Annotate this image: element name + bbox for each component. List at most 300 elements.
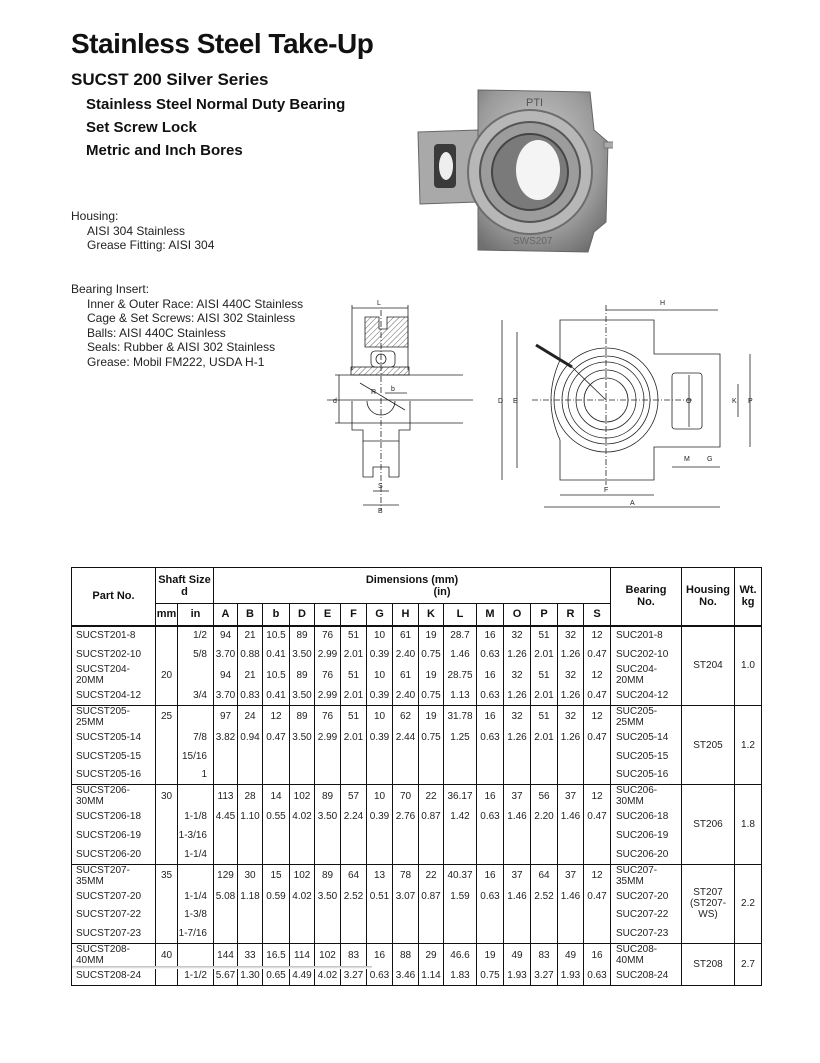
part-number-cell: SUCST206-19 <box>72 826 156 845</box>
dim-cell-A: 94 <box>214 664 238 686</box>
dim-cell-K <box>419 924 444 943</box>
bearing-no-cell: SUC204-12 <box>611 686 682 705</box>
dim-cell-A <box>214 845 238 864</box>
dim-cell-E: 89 <box>315 864 341 887</box>
dim-cell-K <box>419 765 444 784</box>
dim-cell-D: 3.50 <box>290 645 315 664</box>
dim-cell-E: 4.02 <box>315 966 341 985</box>
dim-cell-H <box>393 905 419 924</box>
dim-cell-G: 10 <box>367 664 393 686</box>
svg-text:H: H <box>660 300 666 307</box>
dim-cell-K: 0.87 <box>419 887 444 906</box>
dim-cell-D: 89 <box>290 664 315 686</box>
housing-no-cell: ST207 (ST207-WS) <box>682 864 735 943</box>
bearing-no-cell: SUC207-23 <box>611 924 682 943</box>
dim-cell-P: 3.27 <box>531 966 558 985</box>
dim-cell-E: 2.99 <box>315 686 341 705</box>
part-number-cell: SUCST204-12 <box>72 686 156 705</box>
dim-cell-L: 1.46 <box>444 645 477 664</box>
shaft-mm-cell <box>156 845 178 864</box>
dim-cell-O <box>504 845 531 864</box>
dim-cell-A <box>214 747 238 766</box>
dim-cell-S <box>584 924 611 943</box>
dim-cell-E: 89 <box>315 785 341 808</box>
shaft-mm-cell <box>156 807 178 826</box>
dim-cell-B: 28 <box>238 785 263 808</box>
header-shaft-size: Shaft Size d <box>156 568 214 604</box>
dim-cell-P <box>531 826 558 845</box>
dim-cell-K: 29 <box>419 944 444 967</box>
dim-cell-K: 19 <box>419 626 444 646</box>
svg-text:K: K <box>732 398 737 405</box>
housing-no-cell: ST205 <box>682 705 735 784</box>
dim-cell-B: 0.94 <box>238 728 263 747</box>
header-dimensions: Dimensions (mm) (in) <box>214 568 611 604</box>
dim-cell-P: 51 <box>531 664 558 686</box>
table-row <box>72 826 762 845</box>
part-number-cell: SUCST204-20MM <box>72 664 156 686</box>
dim-cell-B <box>238 845 263 864</box>
feature-line: Set Screw Lock <box>86 119 197 136</box>
table-row <box>72 645 762 664</box>
dim-cell-S <box>584 826 611 845</box>
bearing-no-cell: SUC205-14 <box>611 728 682 747</box>
dim-cell-b: 12 <box>263 705 290 728</box>
dim-cell-H: 2.40 <box>393 686 419 705</box>
dim-cell-G: 10 <box>367 705 393 728</box>
dim-cell-F: 3.27 <box>341 966 367 985</box>
table-row <box>72 944 762 967</box>
shaft-in-cell: 1-7/16 <box>178 924 214 943</box>
svg-text:B: B <box>378 508 383 515</box>
page-title: Stainless Steel Take-Up <box>71 28 374 59</box>
dim-cell-G <box>367 924 393 943</box>
dim-cell-D <box>290 747 315 766</box>
dim-cell-L <box>444 826 477 845</box>
dim-cell-b: 0.65 <box>263 966 290 985</box>
dim-cell-P: 2.52 <box>531 887 558 906</box>
weight-cell: 2.2 <box>735 864 762 943</box>
shaft-mm-cell <box>156 626 178 646</box>
dim-cell-O: 37 <box>504 864 531 887</box>
dim-cell-F: 51 <box>341 664 367 686</box>
dim-cell-P: 2.01 <box>531 686 558 705</box>
dim-cell-K: 0.75 <box>419 728 444 747</box>
part-number-cell: SUCST206-30MM <box>72 785 156 808</box>
dim-cell-M: 16 <box>477 705 504 728</box>
dim-cell-B <box>238 924 263 943</box>
shaft-in-cell: 1-3/8 <box>178 905 214 924</box>
brand-mark: PTI <box>526 97 544 109</box>
dim-cell-P: 51 <box>531 705 558 728</box>
dim-cell-G: 0.39 <box>367 807 393 826</box>
table-row <box>72 728 762 747</box>
table-row <box>72 887 762 906</box>
dim-cell-B: 21 <box>238 626 263 646</box>
part-number-cell: SUCST208-40MM <box>72 944 156 967</box>
shaft-in-cell <box>178 944 214 967</box>
dim-cell-K: 22 <box>419 785 444 808</box>
dim-cell-b <box>263 845 290 864</box>
dim-cell-R: 1.26 <box>558 728 584 747</box>
dim-cell-b <box>263 747 290 766</box>
dim-cell-K: 0.87 <box>419 807 444 826</box>
bearing-no-cell: SUC207-20 <box>611 887 682 906</box>
dim-cell-H <box>393 747 419 766</box>
svg-text:E: E <box>513 398 518 405</box>
dim-cell-S <box>584 765 611 784</box>
dim-cell-E: 2.99 <box>315 645 341 664</box>
series-subtitle: SUCST 200 Silver Series <box>71 70 269 89</box>
bearing-no-cell: SUC205-25MM <box>611 705 682 728</box>
dim-cell-F: 2.24 <box>341 807 367 826</box>
shaft-in-cell <box>178 785 214 808</box>
dim-cell-D: 3.50 <box>290 728 315 747</box>
dim-cell-b: 0.41 <box>263 645 290 664</box>
bearing-no-cell: SUC202-10 <box>611 645 682 664</box>
dim-cell-L: 36.17 <box>444 785 477 808</box>
shaft-mm-cell <box>156 765 178 784</box>
grease-fitting: Grease Fitting: AISI 304 <box>87 238 215 253</box>
dim-cell-S: 0.47 <box>584 807 611 826</box>
shaft-mm-cell: 35 <box>156 864 178 887</box>
dim-cell-B: 0.88 <box>238 645 263 664</box>
dim-cell-S: 0.47 <box>584 728 611 747</box>
dim-cell-K <box>419 845 444 864</box>
dim-cell-E <box>315 747 341 766</box>
dim-cell-H: 62 <box>393 705 419 728</box>
weight-cell: 1.8 <box>735 785 762 864</box>
header-weight: Wt. kg <box>735 568 762 626</box>
svg-text:G: G <box>707 456 713 463</box>
svg-text:D: D <box>498 398 504 405</box>
header-dim-D: D <box>290 604 315 626</box>
part-number-cell: SUCST206-20 <box>72 845 156 864</box>
dim-cell-G: 13 <box>367 864 393 887</box>
bearing-no-cell: SUC207-35MM <box>611 864 682 887</box>
dim-cell-O: 1.26 <box>504 686 531 705</box>
dim-cell-S: 0.47 <box>584 686 611 705</box>
cage-material: Cage & Set Screws: AISI 302 Stainless <box>87 311 296 326</box>
bearing-no-cell: SUC206-20 <box>611 845 682 864</box>
table-row <box>72 626 762 646</box>
svg-text:S: S <box>378 483 383 490</box>
header-dim-S: S <box>584 604 611 626</box>
shaft-in-cell: 1-1/4 <box>178 887 214 906</box>
dim-cell-R <box>558 845 584 864</box>
dim-cell-R: 1.46 <box>558 807 584 826</box>
dim-cell-L: 28.7 <box>444 626 477 646</box>
shaft-in-cell: 7/8 <box>178 728 214 747</box>
shaft-mm-cell <box>156 686 178 705</box>
dim-cell-G <box>367 905 393 924</box>
dim-cell-S: 16 <box>584 944 611 967</box>
dim-cell-H <box>393 826 419 845</box>
bearing-no-cell: SUC208-40MM <box>611 944 682 967</box>
product-photo <box>408 82 613 257</box>
dim-cell-A: 97 <box>214 705 238 728</box>
dim-cell-b: 16.5 <box>263 944 290 967</box>
dim-cell-R: 32 <box>558 705 584 728</box>
dim-cell-H: 3.07 <box>393 887 419 906</box>
dim-cell-E: 3.50 <box>315 807 341 826</box>
dim-cell-R: 32 <box>558 626 584 646</box>
dim-cell-A: 94 <box>214 626 238 646</box>
shaft-mm-cell <box>156 645 178 664</box>
dim-cell-H: 88 <box>393 944 419 967</box>
dim-cell-E: 76 <box>315 705 341 728</box>
bearing-no-cell: SUC206-19 <box>611 826 682 845</box>
header-part-no: Part No. <box>72 568 156 626</box>
dim-cell-S <box>584 845 611 864</box>
feature-line: Metric and Inch Bores <box>86 142 243 159</box>
dim-cell-L: 31.78 <box>444 705 477 728</box>
dim-cell-F <box>341 747 367 766</box>
bearing-no-cell: SUC201-8 <box>611 626 682 646</box>
dim-cell-R: 1.26 <box>558 645 584 664</box>
table-row <box>72 705 762 728</box>
shaft-in-cell: 1-1/8 <box>178 807 214 826</box>
part-number-cell: SUCST201-8 <box>72 626 156 646</box>
dim-cell-S <box>584 905 611 924</box>
dim-cell-b <box>263 765 290 784</box>
dim-cell-E <box>315 826 341 845</box>
race-material: Inner & Outer Race: AISI 440C Stainless <box>87 296 304 311</box>
dim-cell-L: 1.83 <box>444 966 477 985</box>
header-dim-P: P <box>531 604 558 626</box>
dim-cell-G: 0.63 <box>367 966 393 985</box>
svg-text:L: L <box>377 300 381 307</box>
dim-cell-P: 2.01 <box>531 728 558 747</box>
dim-cell-O: 1.26 <box>504 645 531 664</box>
dim-cell-M: 0.63 <box>477 645 504 664</box>
dim-cell-D: 89 <box>290 705 315 728</box>
weight-cell: 1.2 <box>735 705 762 784</box>
shaft-mm-cell <box>156 905 178 924</box>
header-dim-K: K <box>419 604 444 626</box>
dim-cell-D <box>290 845 315 864</box>
dim-cell-H: 2.44 <box>393 728 419 747</box>
dim-cell-H <box>393 845 419 864</box>
dim-cell-F <box>341 905 367 924</box>
shaft-mm-cell <box>156 887 178 906</box>
dim-cell-E: 3.50 <box>315 887 341 906</box>
header-dim-R: R <box>558 604 584 626</box>
bearing-no-cell: SUC206-30MM <box>611 785 682 808</box>
dim-cell-S: 12 <box>584 705 611 728</box>
dim-cell-R: 49 <box>558 944 584 967</box>
dim-cell-K: 19 <box>419 664 444 686</box>
dim-cell-B: 30 <box>238 864 263 887</box>
dim-cell-O <box>504 905 531 924</box>
dim-cell-M <box>477 924 504 943</box>
dim-cell-H: 2.76 <box>393 807 419 826</box>
shaft-in-cell: 3/4 <box>178 686 214 705</box>
dim-cell-S: 12 <box>584 664 611 686</box>
dim-cell-P: 2.01 <box>531 645 558 664</box>
dim-cell-L: 40.37 <box>444 864 477 887</box>
dim-cell-H: 78 <box>393 864 419 887</box>
balls-material: Balls: AISI 440C Stainless <box>87 325 226 340</box>
dim-cell-F: 2.52 <box>341 887 367 906</box>
svg-text:F: F <box>604 487 609 494</box>
shaft-mm-cell: 40 <box>156 944 178 967</box>
dim-cell-b: 0.59 <box>263 887 290 906</box>
header-dim-M: M <box>477 604 504 626</box>
insert-label: Bearing Insert: <box>71 282 150 296</box>
dim-cell-B <box>238 826 263 845</box>
dim-cell-b: 0.41 <box>263 686 290 705</box>
dim-cell-H: 61 <box>393 626 419 646</box>
table-row <box>72 785 762 808</box>
dim-cell-D: 102 <box>290 785 315 808</box>
dim-cell-b: 10.5 <box>263 664 290 686</box>
dim-cell-K: 1.14 <box>419 966 444 985</box>
dim-cell-D <box>290 905 315 924</box>
dim-cell-O: 1.46 <box>504 807 531 826</box>
shaft-in-cell <box>178 664 214 686</box>
dim-cell-L <box>444 845 477 864</box>
dim-cell-S: 0.63 <box>584 966 611 985</box>
dim-cell-A <box>214 826 238 845</box>
shaft-mm-cell <box>156 747 178 766</box>
table-row <box>72 905 762 924</box>
housing-specs <box>71 209 214 253</box>
svg-text:A: A <box>630 500 635 507</box>
dim-cell-b <box>263 924 290 943</box>
dim-cell-B <box>238 747 263 766</box>
housing-no-cell: ST206 <box>682 785 735 864</box>
dim-cell-b <box>263 826 290 845</box>
svg-text:R: R <box>371 389 377 396</box>
shaft-in-cell: 1-1/4 <box>178 845 214 864</box>
shaft-in-cell: 1/2 <box>178 626 214 646</box>
dim-cell-H: 3.46 <box>393 966 419 985</box>
shaft-mm-cell <box>156 924 178 943</box>
dim-cell-S: 12 <box>584 864 611 887</box>
dim-cell-b: 14 <box>263 785 290 808</box>
dim-cell-S <box>584 747 611 766</box>
dim-cell-L <box>444 924 477 943</box>
dim-cell-R <box>558 924 584 943</box>
dim-cell-O: 49 <box>504 944 531 967</box>
header-dim-A: A <box>214 604 238 626</box>
dim-cell-S: 0.47 <box>584 887 611 906</box>
part-number-cell: SUCST205-14 <box>72 728 156 747</box>
dim-cell-M <box>477 765 504 784</box>
dim-cell-E: 2.99 <box>315 728 341 747</box>
weight-cell: 2.7 <box>735 944 762 986</box>
housing-no-cell: ST208 <box>682 944 735 986</box>
bearing-no-cell: SUC204-20MM <box>611 664 682 686</box>
shaft-in-cell: 15/16 <box>178 747 214 766</box>
dim-cell-E <box>315 924 341 943</box>
dim-cell-O: 37 <box>504 785 531 808</box>
dim-cell-A: 3.70 <box>214 686 238 705</box>
dim-cell-E <box>315 765 341 784</box>
shaft-mm-cell <box>156 728 178 747</box>
dim-cell-b <box>263 905 290 924</box>
svg-text:O: O <box>686 398 692 405</box>
dim-cell-R: 32 <box>558 664 584 686</box>
dim-cell-M: 16 <box>477 626 504 646</box>
dim-cell-A: 4.45 <box>214 807 238 826</box>
dim-cell-E: 102 <box>315 944 341 967</box>
dim-cell-M: 0.63 <box>477 728 504 747</box>
dim-cell-K <box>419 905 444 924</box>
housing-no-cell: ST204 <box>682 626 735 706</box>
dim-cell-H: 2.40 <box>393 645 419 664</box>
dim-cell-H <box>393 924 419 943</box>
dim-cell-F: 2.01 <box>341 645 367 664</box>
dim-cell-A: 129 <box>214 864 238 887</box>
dim-cell-L <box>444 747 477 766</box>
dim-cell-D: 3.50 <box>290 686 315 705</box>
dim-cell-A: 3.82 <box>214 728 238 747</box>
dim-cell-L: 1.59 <box>444 887 477 906</box>
dimension-table <box>71 567 762 986</box>
dim-cell-F: 51 <box>341 705 367 728</box>
dim-cell-E <box>315 845 341 864</box>
dim-cell-P <box>531 905 558 924</box>
shaft-in-cell: 5/8 <box>178 645 214 664</box>
dim-cell-F <box>341 765 367 784</box>
dim-cell-F: 64 <box>341 864 367 887</box>
dim-cell-B: 1.30 <box>238 966 263 985</box>
housing-label: Housing: <box>71 209 119 223</box>
dim-cell-D: 4.02 <box>290 807 315 826</box>
table-row <box>72 924 762 943</box>
dim-cell-A: 144 <box>214 944 238 967</box>
shaft-mm-cell: 30 <box>156 785 178 808</box>
dim-cell-O: 32 <box>504 664 531 686</box>
dim-cell-B: 24 <box>238 705 263 728</box>
table-row <box>72 845 762 864</box>
dim-cell-A <box>214 905 238 924</box>
header-dim-b: b <box>263 604 290 626</box>
part-number-cell: SUCST207-35MM <box>72 864 156 887</box>
dim-cell-G: 10 <box>367 626 393 646</box>
dim-cell-F <box>341 924 367 943</box>
bearing-no-cell: SUC208-24 <box>611 966 682 985</box>
table-shadow <box>72 966 372 969</box>
dim-cell-P <box>531 924 558 943</box>
dim-cell-E: 76 <box>315 664 341 686</box>
svg-text:M: M <box>684 456 690 463</box>
housing-material: AISI 304 Stainless <box>87 223 186 238</box>
dim-cell-R <box>558 765 584 784</box>
dim-cell-R: 1.46 <box>558 887 584 906</box>
dim-cell-P: 2.20 <box>531 807 558 826</box>
dim-cell-P: 56 <box>531 785 558 808</box>
header-dim-O: O <box>504 604 531 626</box>
dim-cell-O <box>504 826 531 845</box>
dim-cell-M: 0.75 <box>477 966 504 985</box>
dim-cell-F: 51 <box>341 626 367 646</box>
part-number-cell: SUCST207-22 <box>72 905 156 924</box>
dim-cell-L <box>444 765 477 784</box>
bearing-no-cell: SUC205-15 <box>611 747 682 766</box>
dim-cell-L <box>444 905 477 924</box>
dim-cell-R: 1.26 <box>558 686 584 705</box>
dim-cell-R <box>558 747 584 766</box>
dim-cell-O <box>504 765 531 784</box>
dim-cell-B: 33 <box>238 944 263 967</box>
dim-cell-G <box>367 765 393 784</box>
table-row <box>72 664 762 686</box>
dim-cell-O: 32 <box>504 626 531 646</box>
shaft-in-cell <box>178 705 214 728</box>
